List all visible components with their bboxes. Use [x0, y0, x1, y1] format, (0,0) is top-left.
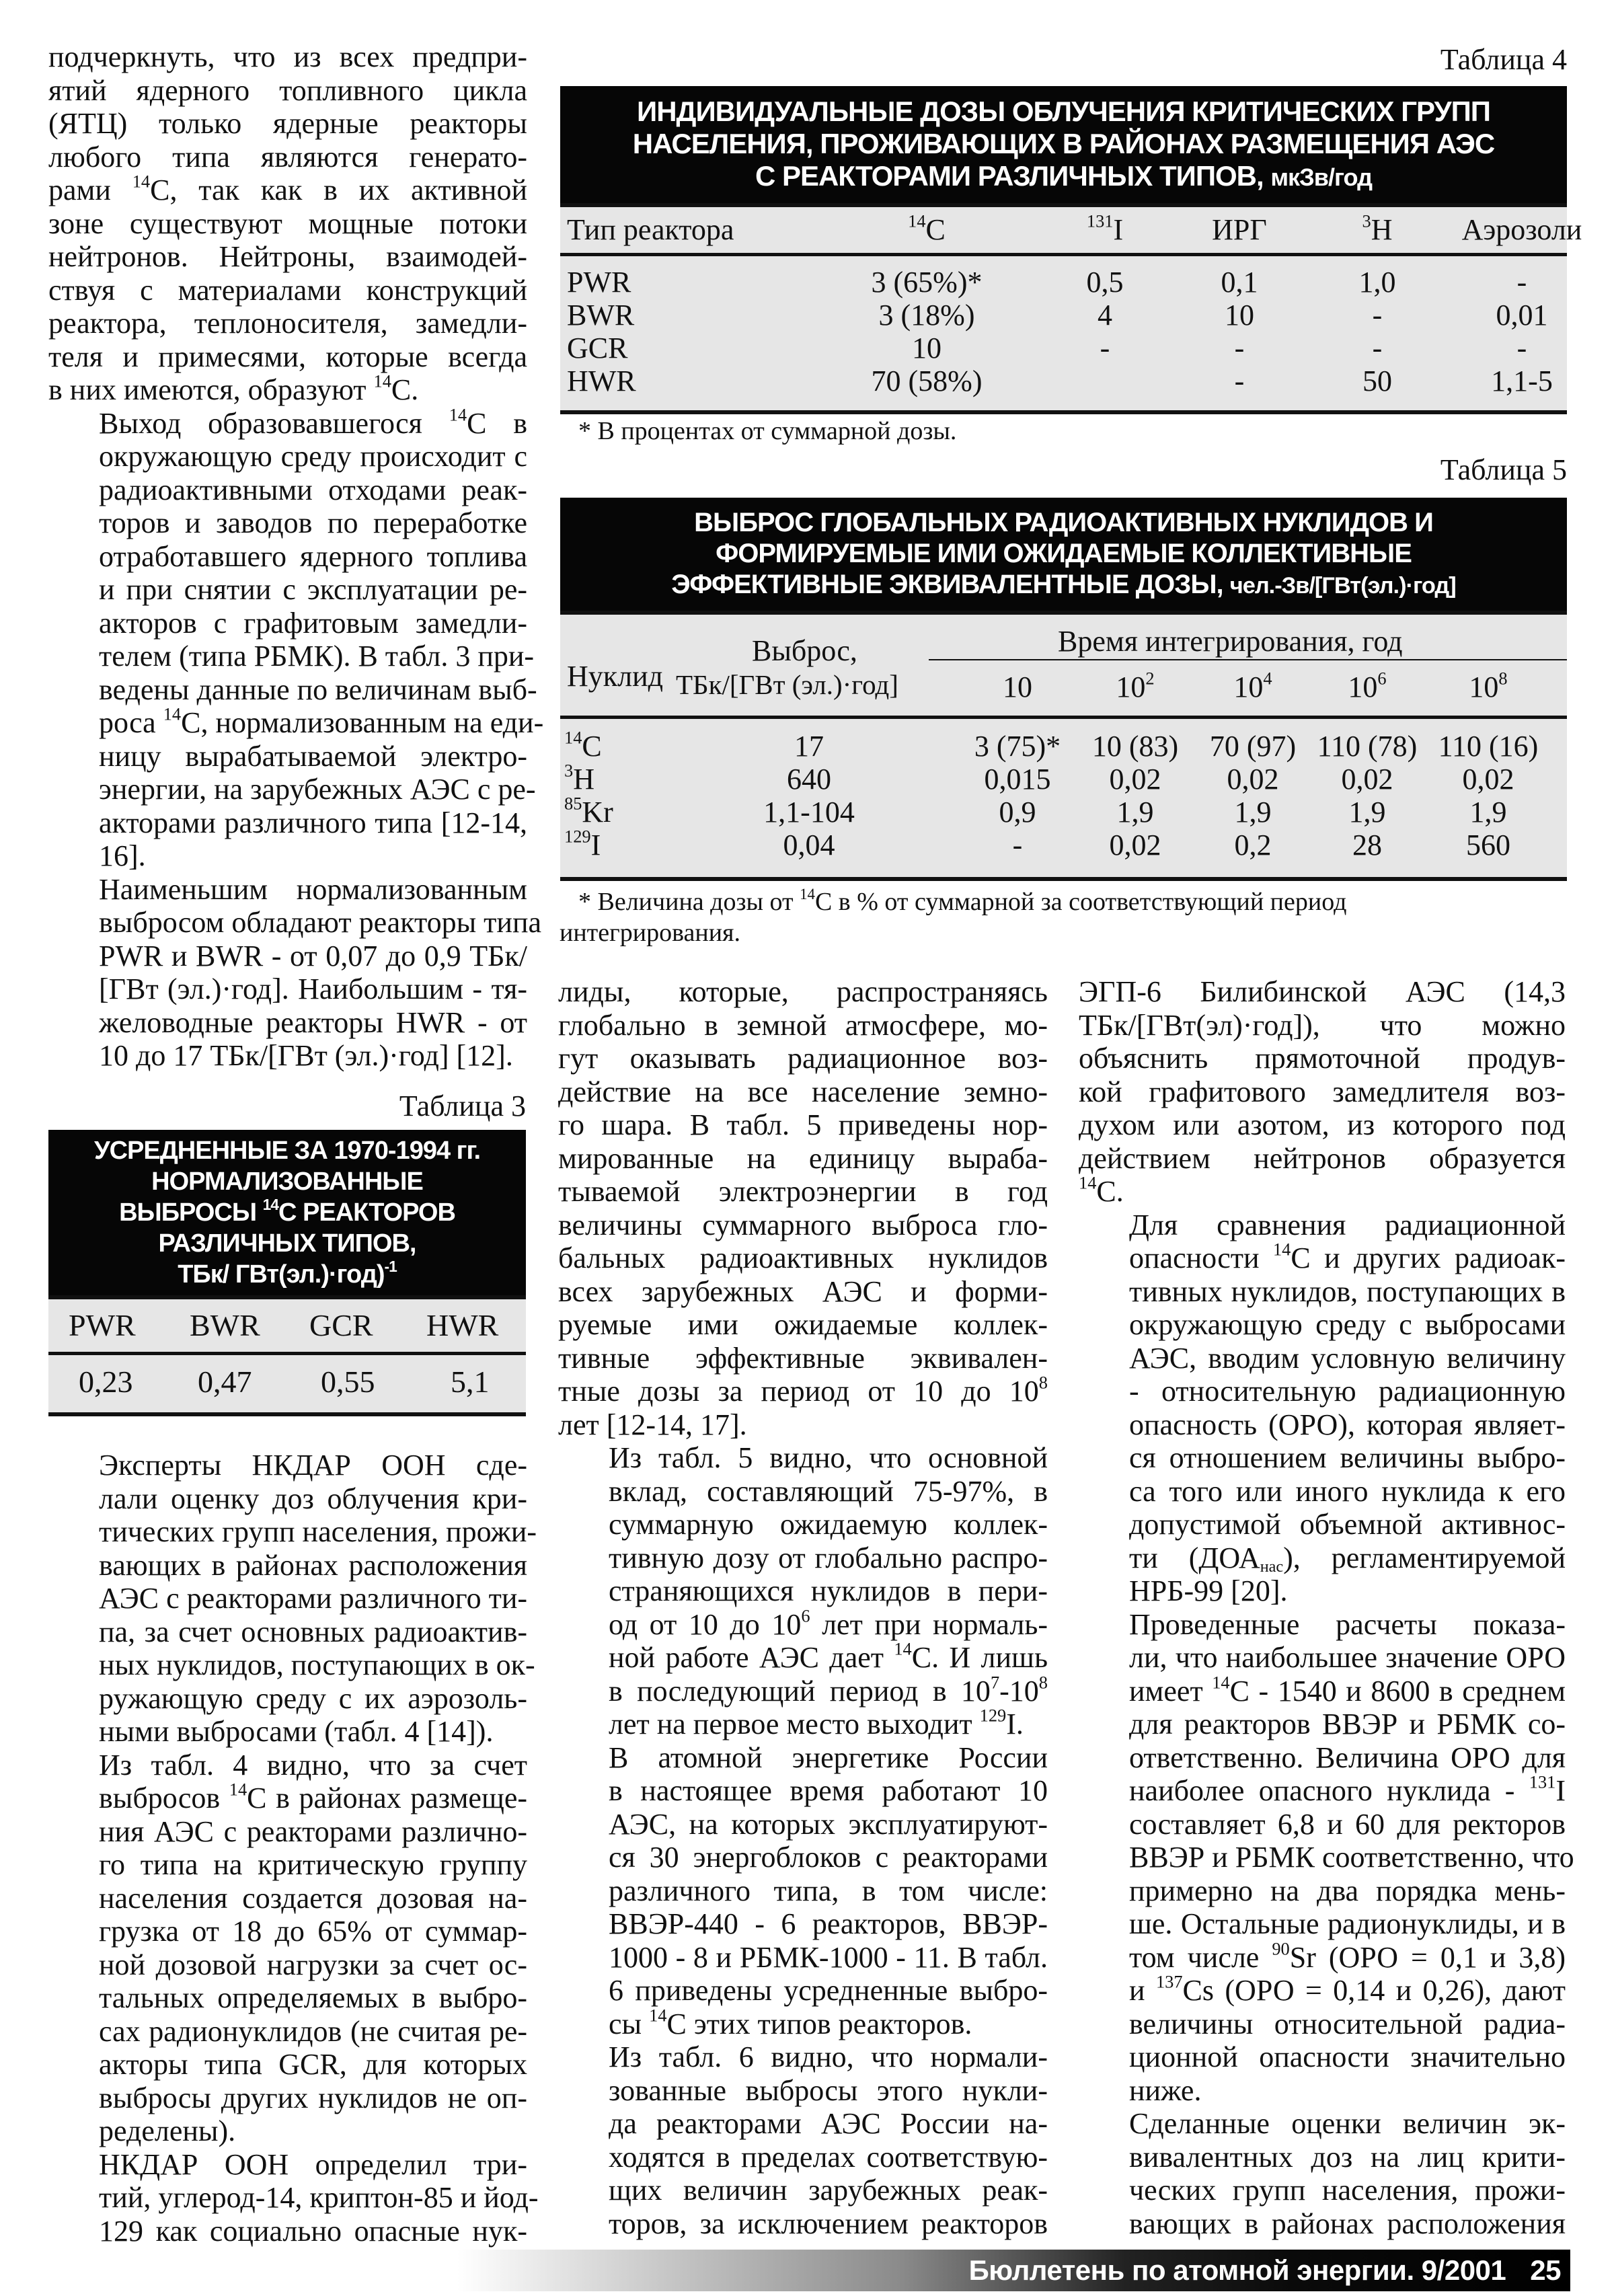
paragraph	[1079, 1209, 1566, 1608]
table5-cell: 70 (97)	[1209, 730, 1297, 763]
table5-header-time: Время интегрирования, год	[1058, 625, 1403, 658]
text-line: са того или иного нуклида к его	[1129, 1474, 1566, 1508]
paragraph	[48, 1749, 527, 2148]
left-column-top	[48, 40, 544, 1073]
left-column-bottom	[48, 1449, 539, 2248]
text-line: опасности $^{14}$C и других радиоак-	[1129, 1239, 1566, 1274]
table4-cell: -	[1516, 266, 1527, 299]
table4-header-cell: $^{131}$I	[1086, 211, 1124, 246]
table4-title-line: ИНДИВИДУАЛЬНЫЕ ДОЗЫ ОБЛУЧЕНИЯ КРИТИЧЕСКИХ ГРУПП	[637, 95, 1490, 127]
text-line: ния АЭС с реакторами различно-	[99, 1814, 527, 1848]
text-line: 6 приведены усредненные выбро-	[609, 1974, 1048, 2007]
text-line: и при снятии с эксплуатации ре-	[99, 573, 527, 606]
text-line: да реакторами АЭС России на-	[609, 2107, 1048, 2140]
table5-cell: 3 (75)*	[974, 730, 1061, 763]
table5-title-unit: чел.-Зв/[ГВт(эл.)·год]	[1229, 573, 1456, 599]
text-line: ся 30 энергоблоков с реакторами	[609, 1841, 1048, 1874]
table5-cell: 10 (83)	[1091, 730, 1179, 763]
table5-footnote	[560, 886, 1567, 948]
text-line: Из табл. 4 видно, что за счет	[99, 1748, 527, 1782]
text-line: составляет 6,8 и 60 для ректоров	[1129, 1807, 1566, 1841]
table3-title-line: ВЫБРОСЫ $^{14}$C РЕАКТОРОВ	[119, 1196, 455, 1227]
table4-title-line: С РЕАКТОРАМИ РАЗЛИЧНЫХ ТИПОВ,	[755, 160, 1264, 192]
table4-cell: 4	[1098, 299, 1112, 332]
table3-title-line: ТБк/ ГВт(эл.)·год)$^{-1}$	[178, 1258, 397, 1289]
text-line: выбросы других нуклидов не оп-	[99, 2081, 527, 2114]
text-line: действие на все население земно-	[558, 1075, 1048, 1108]
table4-row-label: BWR	[567, 299, 635, 332]
text-line: кой графитового замедлителя воз-	[1079, 1075, 1566, 1108]
table4-cell: 1,1-5	[1491, 365, 1553, 397]
table5-nuclide: $^3$H	[564, 760, 594, 796]
table4-cell: 0,5	[1086, 266, 1124, 299]
table3-header-rule	[48, 1352, 526, 1355]
table5-cell: 0,2	[1234, 829, 1272, 862]
table3-header-cell: HWR	[426, 1308, 499, 1342]
right-column	[1079, 975, 1574, 2240]
paragraph	[1079, 2107, 1566, 2240]
text-line: ной работе АЭС дает $^{14}$C. И лишь	[609, 1638, 1048, 1674]
footer-text	[969, 2254, 1561, 2287]
table4-cell: 50	[1362, 365, 1392, 397]
table4-title-unit: мкЗв/год	[1270, 163, 1373, 191]
text-line: ниже.	[1129, 2073, 1202, 2107]
paragraph	[48, 2147, 539, 2248]
text-line: тивную дозу от глобально распро-	[609, 1541, 1048, 1574]
text-line: тные дозы за период от 10 до $10^8$	[558, 1372, 1048, 1408]
table4-header-cell: Тип реактора	[567, 213, 734, 246]
table5-title-line	[560, 569, 1567, 601]
table5-cell: 0,015	[984, 763, 1051, 796]
table4-cell: 10	[1225, 299, 1254, 332]
text-line: ЭГП-6 Билибинской АЭС (14,3	[1079, 975, 1566, 1008]
text-line: действием нейтронов образуется	[1079, 1141, 1566, 1175]
text-line: примерно на два порядка мень-	[1129, 1874, 1566, 1907]
table4-header-cell: $^3$H	[1362, 211, 1393, 246]
text-line: 1000 - 8 и РБМК-1000 - 11. В табл.	[609, 1940, 1048, 1974]
text-line: ходятся в пределах соответствую-	[609, 2140, 1048, 2174]
text-line: том числе $^{90}$Sr (ОРО = 0,1 и 3,8)	[1129, 1938, 1566, 1974]
table5-release: 640	[787, 763, 831, 796]
text-line: щих величин зарубежных реак-	[609, 2174, 1048, 2207]
table5-cell: 0,02	[1109, 829, 1161, 862]
paragraph	[558, 2040, 1048, 2240]
text-line: лет [12-14, 17].	[558, 1408, 747, 1441]
text-line: нейтронов. Нейтроны, взаимодей-	[48, 240, 527, 273]
table5-release: 17	[794, 730, 824, 763]
text-line: тываемой электроэнергии в год	[558, 1175, 1048, 1208]
text-line: отработавшего ядерного топлива	[99, 539, 527, 573]
table3-title	[48, 1130, 526, 1295]
text-line: АЭС с реакторами различного ти-	[99, 1582, 528, 1615]
text-line: энергии, на зарубежных АЭС с ре-	[99, 773, 536, 806]
table5-cell: 1,9	[1469, 796, 1507, 829]
text-line: вающих в районах расположения	[99, 1548, 527, 1582]
text-line: ответственно. Величина ОРО для	[1129, 1740, 1566, 1774]
text-line: глобально в земной атмосфере, мо-	[558, 1008, 1048, 1042]
table5-cell: 1,9	[1348, 796, 1386, 829]
table4-cell: 3 (18%)	[878, 299, 975, 332]
table3-title-line: НОРМАЛИЗОВАННЫЕ	[151, 1168, 423, 1196]
text-line: имеет $^{14}$C - 1540 и 8600 в среднем	[1129, 1672, 1566, 1708]
table4-cell: -	[1516, 332, 1527, 365]
text-line: желоводные реакторы HWR - от	[99, 1005, 527, 1039]
table5-header-rule	[560, 716, 1567, 719]
text-line: Сделанные оценки величин эк-	[1129, 2107, 1566, 2140]
table4-cell: 0,01	[1496, 299, 1548, 332]
table4-row-label: PWR	[567, 266, 631, 299]
text-line: акторов с графитовым замедли-	[99, 606, 527, 640]
text-line: величины относительной радиа-	[1129, 2007, 1566, 2040]
text-line: духом или азотом, из которого под	[1079, 1108, 1566, 1141]
text-line: ствуя с материалами конструкций	[48, 273, 527, 307]
text-line: окружающую среду с выбросами	[1129, 1308, 1566, 1341]
table5-title	[560, 498, 1567, 611]
table4-header-cell: ИРГ	[1212, 213, 1267, 246]
text-line: мированные на единицу выраба-	[558, 1141, 1048, 1175]
text-line: $^{14}$C.	[1079, 1172, 1124, 1208]
table3-value-cell: 0,23	[79, 1365, 133, 1399]
text-line: ными выбросами (табл. 4 [14]).	[99, 1715, 494, 1748]
text-line: 10 до 17 ТБк/[ГВт (эл.)·год] [12].	[99, 1039, 513, 1072]
text-line: ной дозовой нагрузки за счет ос-	[99, 1948, 527, 1981]
text-line: од от 10 до $10^6$ лет при нормаль-	[609, 1605, 1048, 1641]
table3-header-cell: PWR	[69, 1308, 136, 1342]
text-line: па, за счет основных радиоактив-	[99, 1615, 527, 1648]
text-line: ВВЭР-440 - 6 реакторов, ВВЭР-	[609, 1907, 1048, 1940]
table5-time-header: $10^2$	[1116, 668, 1155, 703]
text-line: ружающую среду с их аэрозоль-	[99, 1681, 527, 1715]
text-line: НКДАР ООН определил три-	[99, 2147, 527, 2181]
table3-value-cell: 0,47	[198, 1365, 252, 1399]
table3-value-cell: 0,55	[321, 1365, 375, 1399]
text-line: Выход образовавшегося $^{14}$C в	[99, 404, 528, 440]
table4-cell: 1,0	[1358, 266, 1396, 299]
table5-cell: 0,9	[999, 796, 1036, 829]
table5-cell: 1,9	[1116, 796, 1154, 829]
table3-title-line: РАЗЛИЧНЫХ ТИПОВ,	[158, 1229, 416, 1258]
table5-release: 0,04	[783, 829, 835, 862]
text-line: любого типа являются генерато-	[48, 140, 527, 174]
text-line: в них имеются, образуют $^{14}$C.	[48, 371, 419, 406]
table5-title-line: ВЫБРОС ГЛОБАЛЬНЫХ РАДИОАКТИВНЫХ НУКЛИДОВ И	[694, 508, 1433, 537]
table4-title	[560, 86, 1567, 203]
text-line: го шара. В табл. 5 приведены нор-	[558, 1108, 1048, 1141]
text-line: [ГВт (эл.)·год]. Наибольшим - тя-	[99, 972, 527, 1005]
page-number: 25	[1530, 2254, 1561, 2286]
table4-cell: 0,1	[1221, 266, 1258, 299]
table5-header-release: Выброс,	[752, 634, 857, 667]
text-line: допустимой объемной активнос-	[1129, 1508, 1566, 1541]
text-line: ницу вырабатываемой электро-	[99, 739, 527, 773]
table5-release: 1,1-104	[763, 796, 855, 829]
table5-cell: 0,02	[1109, 763, 1161, 796]
text-line: Эксперты НКДАР ООН сде-	[99, 1449, 527, 1482]
table5-nuclide: $^{129}$I	[564, 826, 601, 862]
text-line: торов и заводов по переработке	[99, 506, 527, 539]
text-line: реактора, теплоносителя, замедли-	[48, 307, 527, 340]
middle-column	[558, 975, 1048, 2240]
text-line: окружающую среду происходит с	[99, 440, 527, 473]
table4-cell: -	[1372, 299, 1383, 332]
text-line: теля и примесями, которые всегда	[48, 340, 527, 373]
table4-cell: 70 (58%)	[871, 365, 983, 397]
table4-cell: 3 (65%)*	[871, 266, 983, 299]
table5-time-header: $10^6$	[1348, 668, 1387, 703]
text-line: торов, за исключением реакторов	[609, 2207, 1048, 2240]
text-line: населения создается дозовая на-	[99, 1881, 527, 1915]
text-line: 129 как социально опасные нук-	[99, 2214, 527, 2248]
journal-title: Бюллетень по атомной энергии. 9/2001	[968, 2254, 1506, 2286]
text-line: ределены).	[99, 2114, 236, 2147]
table5-header-release-unit: ТБк/[ГВт (эл.)·год]	[676, 669, 898, 700]
text-line: ше. Остальные радионуклиды, и в	[1129, 1907, 1566, 1940]
text-line: ся отношением величины выбро-	[1129, 1441, 1566, 1474]
text-line: В атомной энергетике России	[609, 1740, 1048, 1774]
text-line: роса $^{14}$C, нормализованным на еди-	[99, 703, 544, 739]
table4-body	[560, 203, 1582, 414]
table5-cell: 110 (78)	[1317, 730, 1418, 763]
paragraph	[1079, 1607, 1574, 2108]
table4-title-line: НАСЕЛЕНИЯ, ПРОЖИВАЮЩИХ В РАЙОНАХ РАЗМЕЩЕНИЯ АЭС	[632, 128, 1495, 159]
text-line: бальных радиоактивных нуклидов	[558, 1241, 1048, 1274]
text-line: ВВЭР и РБМК соответственно, что	[1129, 1841, 1574, 1874]
paragraph	[558, 1741, 1048, 2041]
text-line: Проведенные расчеты показа-	[1129, 1607, 1566, 1641]
text-line: различного типа, в том числе:	[609, 1874, 1048, 1907]
text-line: (ЯТЦ) только ядерные реакторы	[48, 107, 527, 140]
table5-cell: 0,02	[1341, 763, 1393, 796]
text-line: ческих групп населения, прожи-	[1129, 2174, 1566, 2207]
text-line: в настоящее время работают 10	[609, 1774, 1048, 1807]
text-line: руемые ими ожидаемые коллек-	[558, 1308, 1048, 1341]
table5-label: Таблица 5	[1440, 453, 1567, 486]
table4-footnote: * В процентах от суммарной дозы.	[578, 417, 957, 445]
text-line: зоне существуют мощные потоки	[48, 206, 527, 240]
text-line: ли, что наибольшее значение ОРО	[1129, 1641, 1566, 1674]
text-line: всех зарубежных АЭС и форми-	[558, 1274, 1048, 1308]
text-line: лали оценку доз облучения кри-	[99, 1482, 527, 1515]
text-line: лиды, которые, распространяясь	[558, 975, 1048, 1008]
table3-body	[48, 1295, 526, 1416]
text-line: страняющихся нуклидов в пери-	[609, 1574, 1048, 1607]
text-line: в последующий период в $10^7-10^8$	[609, 1672, 1048, 1708]
text-line: го типа на критическую группу	[99, 1848, 527, 1881]
text-line: тических групп населения, прожи-	[99, 1515, 537, 1548]
table4-header-cell: $^{14}$C	[908, 211, 946, 246]
table4-row-label: GCR	[567, 332, 628, 365]
table5-time-header: $10^4$	[1233, 668, 1272, 703]
table5-time-header: 10	[1003, 671, 1032, 703]
table5-nuclide: $^{85}$Kr	[564, 793, 613, 829]
text-line: зованные выбросы этого нукли-	[609, 2073, 1048, 2107]
table5-cell: 1,9	[1234, 796, 1272, 829]
text-line: НРБ-99 [20].	[1129, 1574, 1288, 1607]
text-line: ведены данные по величинам выб-	[99, 673, 537, 706]
text-line: и $^{137}$Cs (ОРО = 0,14 и 0,26), дают	[1129, 1971, 1566, 2007]
text-line: выбросом обладают реакторы типа	[99, 906, 542, 939]
table5-header-nuclide: Нуклид	[567, 660, 664, 693]
text-line: выбросов $^{14}$C в районах размеще-	[99, 1779, 528, 1814]
text-line: тивные эффективные эквивален-	[558, 1341, 1048, 1375]
text-line: Из табл. 6 видно, что нормали-	[609, 2040, 1048, 2073]
table5-time-rule	[929, 659, 1567, 660]
paragraph	[48, 872, 542, 1073]
table4-title-line	[560, 160, 1567, 194]
paragraph	[48, 40, 527, 407]
text-line: ТБк/[ГВт(эл)·год]), что можно	[1079, 1008, 1566, 1042]
text-line: PWR и BWR - от 0,07 до 0,9 ТБк/	[99, 939, 527, 972]
text-line: рами $^{14}$C, так как в их активной	[48, 171, 527, 206]
table4-header-rule	[560, 253, 1567, 256]
text-line: наиболее опасного нуклида - $^{131}$I	[1129, 1771, 1566, 1807]
text-line: АЭС, на которых эксплуатируют-	[609, 1807, 1048, 1841]
table4-cell: -	[1234, 365, 1245, 397]
table3-value-cell: 5,1	[451, 1365, 490, 1399]
text-line: подчеркнуть, что из всех предпри-	[48, 40, 527, 73]
table5-title-line: ФОРМИРУЕМЫЕ ИМИ ОЖИДАЕМЫЕ КОЛЛЕКТИВНЫЕ	[716, 539, 1412, 568]
text-line: АЭС, вводим условную величину	[1129, 1341, 1566, 1375]
text-line: грузка от 18 до 65% от суммар-	[99, 1915, 527, 1948]
text-line: акторы типа GCR, для которых	[99, 2048, 527, 2081]
paragraph	[558, 975, 1048, 1441]
footer-band	[457, 2250, 1570, 2291]
text-line: Для сравнения радиационной	[1129, 1208, 1566, 1241]
text-line: Из табл. 5 видно, что основной	[609, 1441, 1048, 1474]
text-line: величины суммарного выброса гло-	[558, 1208, 1048, 1241]
text-line: - относительную радиационную	[1129, 1375, 1566, 1408]
table3-header-cell: GCR	[309, 1308, 373, 1342]
text-line: телем (типа РБМК). В табл. 3 при-	[99, 640, 535, 673]
text-line: тий, углерод-14, криптон-85 и йод-	[99, 2181, 539, 2214]
table5-cell: 560	[1466, 829, 1510, 862]
text-line: суммарную ожидаемую коллек-	[609, 1508, 1048, 1541]
table5-cell: 0,02	[1462, 763, 1514, 796]
table5-nuclide: $^{14}$C	[564, 727, 602, 763]
table4-row-label: HWR	[567, 365, 636, 397]
text-line: ных нуклидов, поступающих в ок-	[99, 1648, 535, 1681]
text-line: сах радионуклидов (не считая ре-	[99, 2014, 527, 2048]
text-line: вивалентных доз на лиц крити-	[1129, 2140, 1566, 2174]
paragraph	[48, 404, 544, 873]
table4-cell: -	[1100, 332, 1110, 365]
table5-body	[560, 611, 1567, 881]
text-line: ционной опасности значительно	[1129, 2040, 1566, 2073]
text-line: ти $(ДОА_{нас})$, регламентируемой	[1129, 1541, 1566, 1576]
paragraph	[1079, 975, 1566, 1209]
text-line: 16].	[99, 839, 146, 872]
table3-header-cell: BWR	[190, 1308, 260, 1342]
text-line: радиоактивными отходами реак-	[99, 473, 527, 506]
text-line: для реакторов ВВЭР и РБМК со-	[1129, 1708, 1566, 1740]
table3-label: Таблица 3	[399, 1089, 526, 1122]
text-line: акторами различного типа [12-14,	[99, 806, 527, 839]
text-line: сы $^{14}$C этих типов реакторов.	[609, 2005, 972, 2040]
text-line: опасность (ОРО), которая являет-	[1129, 1408, 1566, 1441]
table5-cell: 0,02	[1227, 763, 1279, 796]
paragraph	[48, 1449, 537, 1749]
text-line: вающих в районах расположения	[1129, 2207, 1566, 2240]
table4-cell: 10	[912, 332, 942, 365]
table4-cell: -	[1372, 332, 1383, 365]
text-line: объяснить прямоточной продув-	[1079, 1042, 1566, 1075]
table5-cell: 28	[1352, 829, 1382, 862]
text-line: тальных определяемых в выбро-	[99, 1981, 527, 2014]
text-line: лет на первое место выходит $^{129}$I.	[609, 1705, 1024, 1740]
text-line: гут оказывать радиационное воз-	[558, 1042, 1048, 1075]
table5-title-line: ЭФФЕКТИВНЫЕ ЭКВИВАЛЕНТНЫЕ ДОЗЫ,	[671, 570, 1223, 599]
table5-time-header: $10^8$	[1469, 668, 1508, 703]
paragraph	[558, 1441, 1048, 1741]
table4-cell: -	[1234, 332, 1245, 365]
text-line: тивных нуклидов, поступающих в	[1129, 1274, 1566, 1308]
text-line: Наименьшим нормализованным	[99, 872, 527, 906]
text-line: ятий ядерного топливного цикла	[48, 73, 527, 107]
table3-title-line: УСРЕДНЕННЫЕ ЗА 1970-1994 гг.	[93, 1137, 481, 1165]
table5-footnote-line: * Величина дозы от $^{14}$C в % от суммарной за соответствующий период	[578, 886, 1347, 916]
table5-cell: -	[1012, 829, 1023, 862]
table5-cell: 110 (16)	[1438, 730, 1539, 763]
table4-header-cell: Аэрозоли	[1461, 213, 1582, 246]
text-line: вклад, составляющий 75-97%, в	[609, 1474, 1048, 1508]
table4-label: Таблица 4	[1440, 43, 1567, 76]
table5-footnote-line: интегрирования.	[560, 919, 741, 947]
